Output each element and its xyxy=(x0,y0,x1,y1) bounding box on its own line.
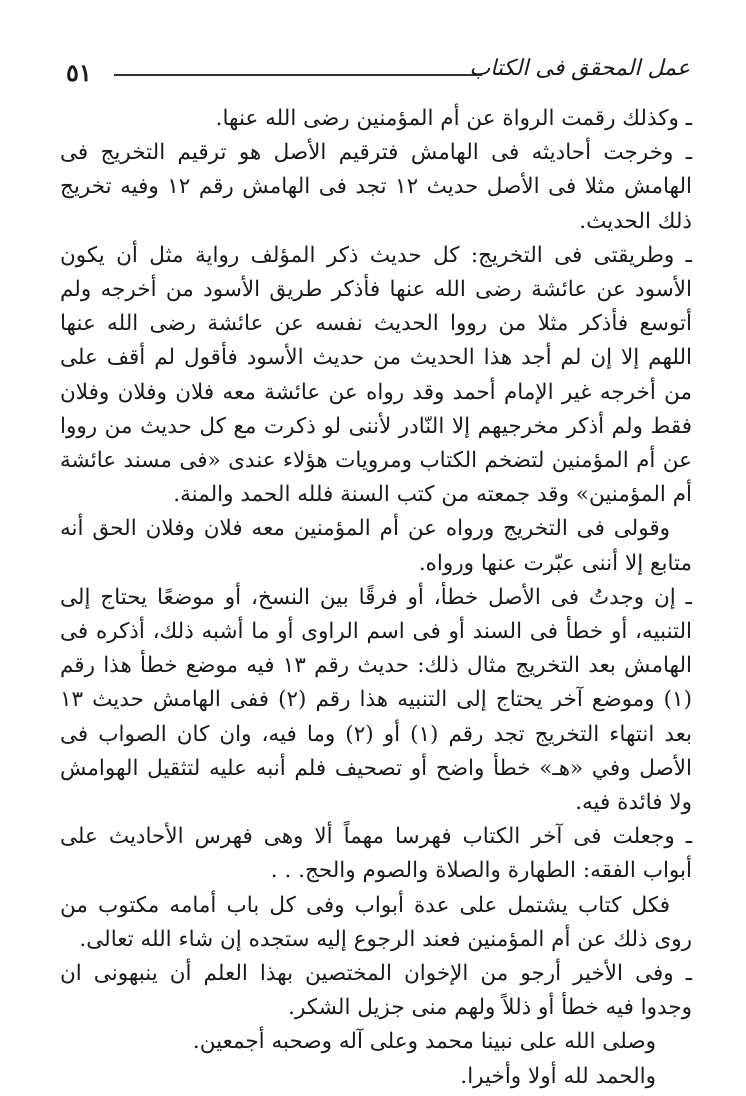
paragraph-takhrij-phrase: وقولى فى التخريج ورواه عن أم المؤمنين معه فلان وفلان الحق أنه متابع إلا أننى عبّرت عنها ورواه. xyxy=(60,516,692,576)
paragraph-footnote-numbering: ـ وخرجت أحاديثه فى الهامش فترقيم الأصل هو ترقيم التخريج فى الهامش مثلا فى الأصل حديث ١٢ تجد فى الهامش رقم ١٢ وفيه تخريج ذلك الحديث. xyxy=(60,140,692,234)
page-header xyxy=(66,52,690,92)
paragraph-errors: ـ إن وجدتُ فى الأصل خطأ، أو فرقًا بين النسخ، أو موضعًا يحتاج إلى التنبيه، أو خطأ فى السند أو فى اسم الراوى أو ما أشبه ذلك، أذكره فى الهامش بعد التخريج مثال ذلك: حديث رقم ١٣ فيه موضع خطأ هذا رقم (١) وموضع آخر يحتاج إلى التنبيه هذا رقم (٢) ففى الهامش حديث ١٣ بعد انتهاء التخريج تجد رقم (١) أو (٢) وما فيه، وان كان الصواب فى الأصل وفي «هـ» خطأ واضح أو تصحيف فلم أنبه عليه لتثقيل الهوامش ولا فائدة فيه. xyxy=(60,584,693,816)
running-title: عمل المحقق فى الكتاب xyxy=(469,56,690,81)
paragraph-praise: والحمد لله أولا وأخيرا. xyxy=(460,1063,656,1089)
body-text xyxy=(60,102,692,1094)
paragraph-request: ـ وفى الأخير أرجو من الإخوان المختصين بهذا العلم أن ينبهونى ان وجدوا فيه خطأ أو ذللاً ولهم منى جزيل الشكر. xyxy=(60,961,692,1021)
page-number: ٥١ xyxy=(66,58,92,87)
paragraph-index: ـ وجعلت فى آخر الكتاب فهرسا مهماً ألا وهى فهرس الأحاديث على أبواب الفقه: الطهارة والصلاة والصوم والحج. . . xyxy=(60,824,692,884)
paragraph-blessing: وصلى الله على نبينا محمد وعلى آله وصحبه أجمعين. xyxy=(192,1029,656,1055)
header-rule xyxy=(114,74,482,76)
paragraph-takhrij-method: ـ وطريقتى فى التخريج: كل حديث ذكر المؤلف رواية مثل أن يكون الأسود عن عائشة رضى الله عنها فأذكر طريق الأسود من أخرجه ولم أتوسع فأذكر مثلا من رووا الحديث نفسه عن عائشة رضى الله عنها اللهم إلا إن لم أجد هذا الحديث من حديث الأسود فأقول لم أقف على من أخرجه غير الإمام أحمد وقد رواه عن عائشة معه فلان وفلان وفلان فقط ولم أذكر مخرجيهم إلا النّادر لأننى لو ذكرت مع كل حديث من رووا عن أم المؤمنين لتضخم الكتاب ومرويات هؤلاء عندى «فى مسند عائشة أم المؤمنين» وقد جمعته من كتب السنة فلله الحمد والمنة. xyxy=(60,242,692,508)
paragraph-index-detail: فكل كتاب يشتمل على عدة أبواب وفى كل باب أمامه مكتوب من روى ذلك عن أم المؤمنين فعند الرجوع إليه ستجده إن شاء الله تعالى. xyxy=(60,892,692,952)
paragraph-narrators: ـ وكذلك رقمت الرواة عن أم المؤمنين رضى الله عنها. xyxy=(215,106,692,131)
